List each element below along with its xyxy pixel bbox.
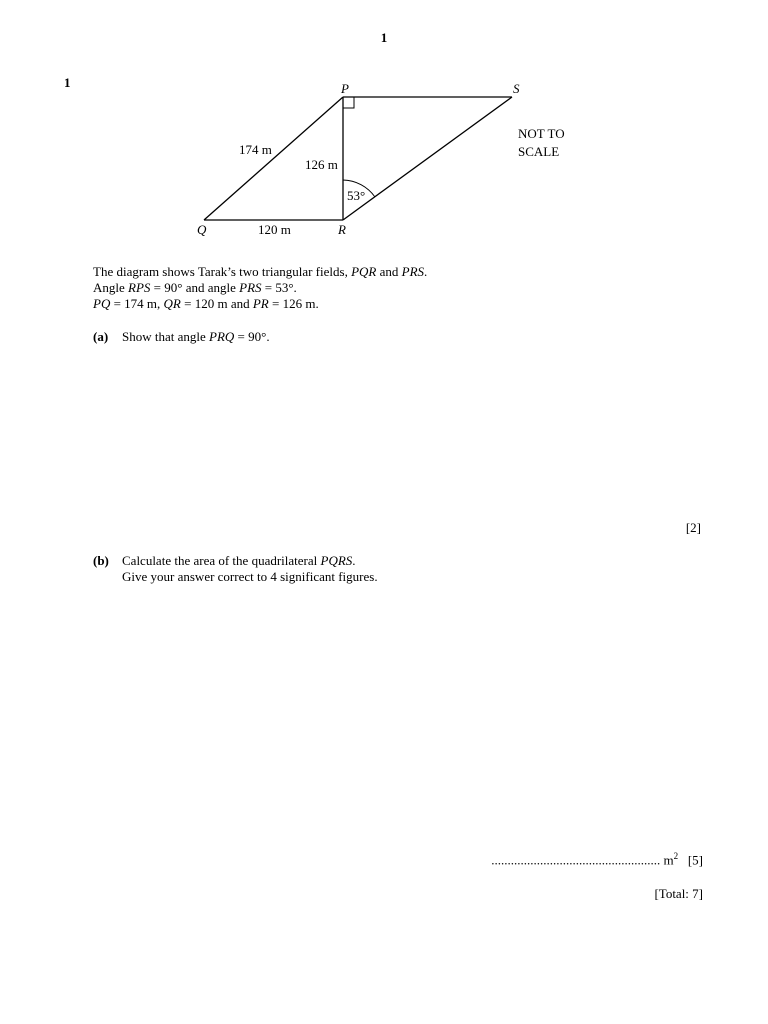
answer-unit-power: 2	[673, 851, 679, 861]
label-angle-prs: 53°	[347, 188, 366, 203]
part-b-instruction: Give your answer correct to 4 significant figures.	[122, 569, 378, 584]
page-number: 1	[380, 30, 388, 45]
label-pr-length: 126 m	[305, 157, 338, 172]
part-a-marks: [2]	[685, 520, 701, 535]
part-a-label: (a)	[93, 329, 109, 344]
answer-line[interactable]	[491, 851, 703, 868]
answer-unit: m	[663, 852, 674, 868]
intro-line-1: The diagram shows Tarak’s two triangular fields, PQR and PRS.	[93, 264, 428, 279]
answer-dots: ....................................................	[491, 852, 661, 868]
part-b-marks: [5]	[687, 852, 703, 868]
not-to-scale-line1: NOT TO	[518, 126, 565, 141]
part-a: (a) Show that angle PRQ = 90°.	[93, 329, 270, 344]
vertex-r: R	[338, 222, 346, 237]
intro-line-3: PQ = 174 m, QR = 120 m and PR = 126 m.	[93, 296, 319, 311]
label-pq-length: 174 m	[239, 142, 272, 157]
edge-rs	[343, 97, 512, 220]
not-to-scale-line2: SCALE	[518, 144, 560, 159]
question-number: 1	[64, 75, 71, 90]
vertex-s: S	[513, 81, 520, 96]
vertex-q: Q	[197, 222, 207, 237]
part-b-label: (b)	[93, 553, 109, 568]
right-angle-marker	[343, 97, 354, 108]
part-b: (b) Calculate the area of the quadrilateral PQRS. Give your answer correct to 4 significant figures.	[93, 553, 378, 584]
label-qr-length: 120 m	[258, 222, 291, 237]
intro-line-2: Angle RPS = 90° and angle PRS = 53°.	[93, 280, 297, 295]
total-marks: [Total: 7]	[654, 886, 703, 901]
vertex-p: P	[341, 81, 349, 96]
question-intro	[93, 264, 427, 312]
quadrilateral-diagram	[0, 0, 768, 250]
